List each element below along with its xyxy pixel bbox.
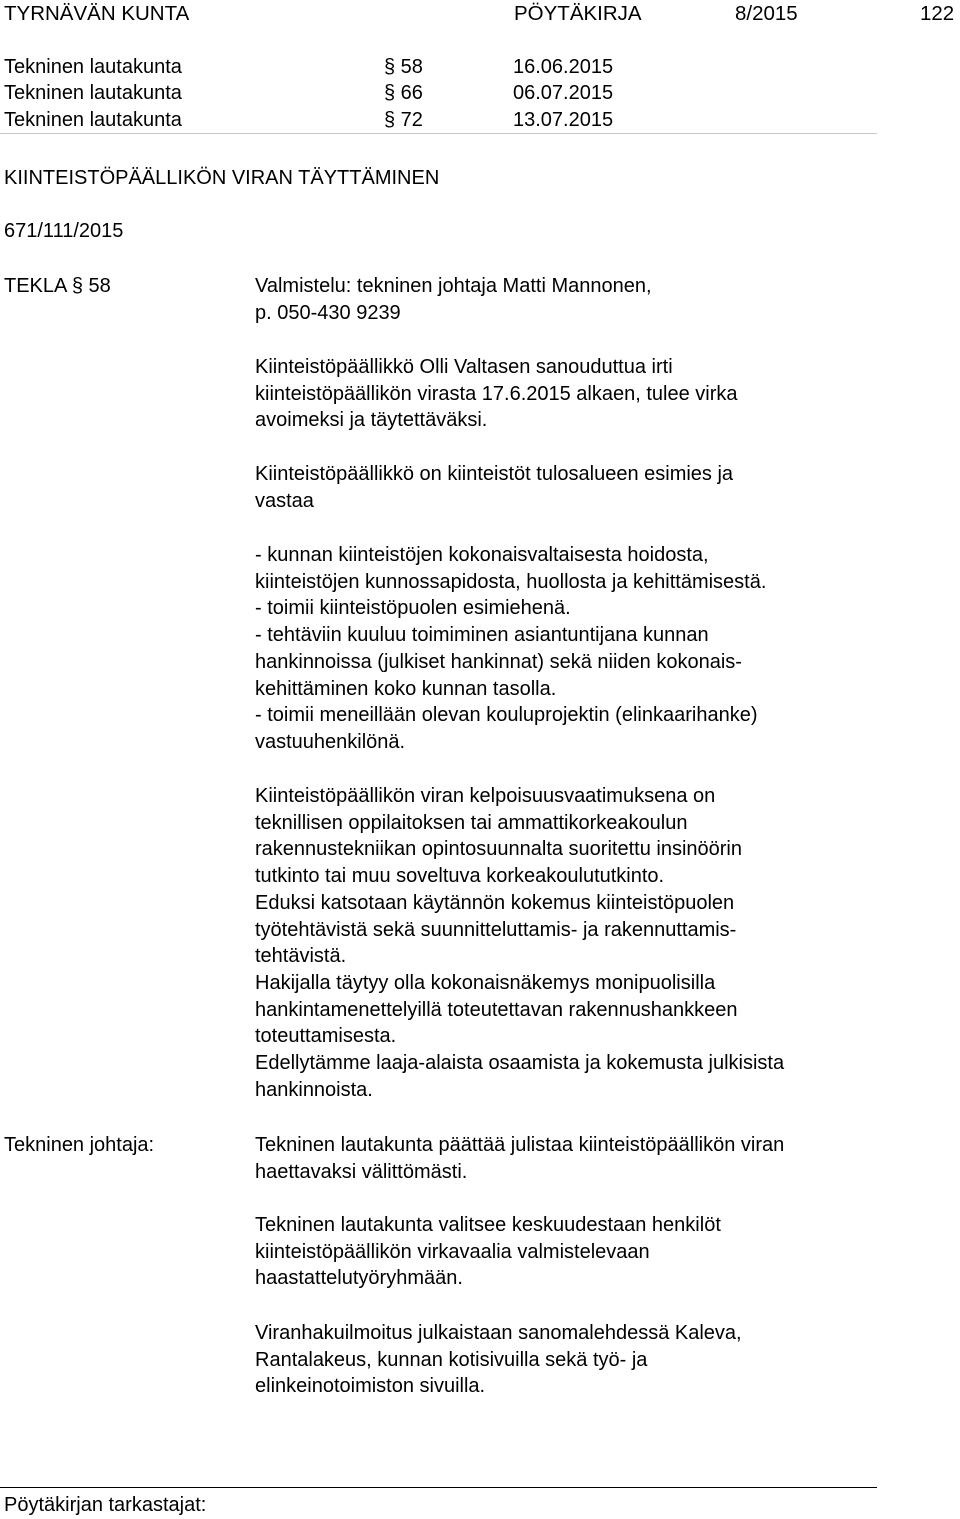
document-number: 8/2015 xyxy=(735,2,798,25)
vacancy-paragraph xyxy=(255,354,895,434)
text-line: toteuttamisesta. xyxy=(255,1025,397,1048)
municipality-name: TYRNÄVÄN KUNTA xyxy=(4,2,190,25)
text-line: Kiinteistöpäällikkö Olli Valtasen sanouduttua irti xyxy=(255,356,673,378)
text-line: tehtävistä. xyxy=(255,945,347,968)
meeting-body: Tekninen lautakunta xyxy=(4,109,182,131)
page-number: 122 xyxy=(920,2,955,25)
list-item: - tehtäviin kuuluu toimiminen asiantuntijana kunnan xyxy=(255,624,709,647)
list-item: vastuuhenkilönä. xyxy=(255,730,406,753)
meeting-date: 13.07.2015 xyxy=(513,109,614,131)
text-line: Viranhakuilmoitus julkaistaan sanomalehdessä Kaleva, xyxy=(255,1322,742,1344)
text-line: Kiinteistöpäällikkö on kiinteistöt tulosalueen esimies ja xyxy=(255,463,734,485)
list-item: kehittäminen koko kunnan tasolla. xyxy=(255,677,557,700)
list-item: - kunnan kiinteistöjen kokonaisvaltaisesta hoidosta, xyxy=(255,544,709,566)
text-line: p. 050-430 9239 xyxy=(255,301,401,324)
list-item: hankinnoissa (julkiset hankinnat) sekä niiden kokonais- xyxy=(255,650,742,673)
proposal-paragraph xyxy=(255,1212,895,1292)
text-line: työtehtävistä sekä suunnitteluttamis- ja rakennuttamis- xyxy=(255,918,737,941)
text-line: haettavaksi välittömästi. xyxy=(255,1160,468,1183)
text-line: teknillisen oppilaitoksen tai ammattikorkeakoulun xyxy=(255,811,688,834)
meeting-section: § 72 xyxy=(384,109,423,131)
requirements-paragraph xyxy=(255,783,895,1103)
text-line: Hakijalla täytyy olla kokonaisnäkemys monipuolisilla xyxy=(255,971,716,994)
meeting-date: 06.07.2015 xyxy=(513,82,614,104)
meeting-body: Tekninen lautakunta xyxy=(4,56,182,78)
proposal-label: Tekninen johtaja: xyxy=(4,1134,155,1156)
text-line: Edellytämme laaja-alaista osaamista ja kokemusta julkisista xyxy=(255,1052,785,1075)
meeting-date: 16.06.2015 xyxy=(513,56,614,78)
text-line: Rantalakeus, kunnan kotisivuilla sekä työ- ja xyxy=(255,1348,648,1371)
meeting-body: Tekninen lautakunta xyxy=(4,82,182,104)
document-type: PÖYTÄKIRJA xyxy=(514,2,642,25)
meeting-section: § 58 xyxy=(384,56,423,78)
footer-divider xyxy=(0,1487,877,1488)
text-line: Kiinteistöpäällikön viran kelpoisuusvaatimuksena on xyxy=(255,785,716,807)
text-line: Tekninen lautakunta päättää julistaa kiinteistöpäällikön viran xyxy=(255,1134,785,1156)
text-line: haastattelutyöryhmään. xyxy=(255,1267,463,1290)
text-line: Tekninen lautakunta valitsee keskuudestaan henkilöt xyxy=(255,1214,721,1236)
meeting-section: § 66 xyxy=(384,82,423,104)
footer-label: Pöytäkirjan tarkastajat: xyxy=(4,1494,207,1516)
text-line: kiinteistöpäällikön virasta 17.6.2015 alkaen, tulee virka xyxy=(255,382,738,405)
section-label: TEKLA § 58 xyxy=(4,275,111,297)
list-item: - toimii kiinteistöpuolen esimiehenä. xyxy=(255,597,571,620)
proposal-paragraph xyxy=(255,1132,895,1185)
text-line: kiinteistöpäällikön virkavaalia valmistelevaan xyxy=(255,1240,650,1263)
agenda-title: KIINTEISTÖPÄÄLLIKÖN VIRAN TÄYTTÄMINEN xyxy=(4,167,440,189)
text-line: elinkeinotoimiston sivuilla. xyxy=(255,1375,486,1398)
header-divider xyxy=(0,133,877,134)
preparation-note xyxy=(255,273,895,326)
text-line: tutkinto tai muu soveltuva korkeakoulututkinto. xyxy=(255,865,665,888)
list-item: kiinteistöjen kunnossapidosta, huollosta ja kehittämisestä. xyxy=(255,570,767,593)
duties-list xyxy=(255,542,895,756)
text-line: hankinnoista. xyxy=(255,1078,373,1101)
list-item: - toimii meneillään olevan kouluprojektin (elinkaarihanke) xyxy=(255,704,758,727)
text-line: vastaa xyxy=(255,489,314,512)
proposal-paragraph xyxy=(255,1320,895,1400)
text-line: Eduksi katsotaan käytännön kokemus kiinteistöpuolen xyxy=(255,891,735,914)
text-line: Valmistelu: tekninen johtaja Matti Mannonen, xyxy=(255,275,652,297)
text-line: hankintamenettelyillä toteutettavan rakennushankkeen xyxy=(255,998,738,1021)
text-line: rakennustekniikan opintosuunnalta suoritettu insinöörin xyxy=(255,838,742,861)
text-line: avoimeksi ja täytettäväksi. xyxy=(255,409,488,432)
role-paragraph xyxy=(255,461,895,514)
case-reference: 671/111/2015 xyxy=(4,220,124,242)
